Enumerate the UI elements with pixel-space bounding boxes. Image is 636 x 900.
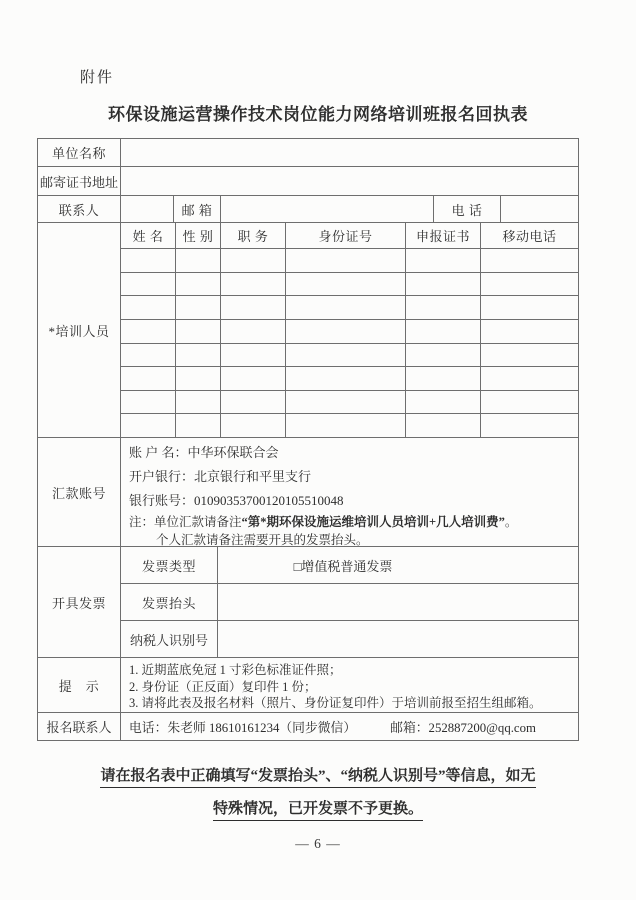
cell-id-number bbox=[286, 367, 406, 391]
remittance-note-line1 bbox=[129, 513, 517, 531]
trainee-empty-row bbox=[121, 296, 579, 320]
contact-email-text: 邮箱：252887200@qq.com bbox=[390, 721, 536, 735]
cell-position bbox=[221, 320, 286, 344]
cell-position bbox=[221, 414, 286, 438]
invoice-notice bbox=[0, 752, 636, 818]
cell-mobile bbox=[481, 273, 579, 297]
cell-gender bbox=[176, 249, 221, 273]
taxpayer-id-row bbox=[121, 621, 579, 658]
tips-content bbox=[121, 658, 579, 713]
cell-certificate bbox=[406, 367, 481, 391]
remittance-section bbox=[38, 438, 579, 547]
tip-line-2: 2. 身份证（正反面）复印件 1 份； bbox=[129, 679, 317, 694]
invoice-type-label: 发票类型 bbox=[121, 547, 218, 584]
col-header-name: 姓 名 bbox=[121, 223, 176, 249]
registration-form-table bbox=[37, 138, 579, 741]
cell-id-number bbox=[286, 344, 406, 368]
cell-position bbox=[221, 367, 286, 391]
cell-id-number bbox=[286, 391, 406, 415]
bank-line: 开户银行：北京银行和平里支行 bbox=[129, 469, 312, 484]
note-prefix: 注：单位汇款请备注 bbox=[129, 515, 242, 529]
cell-certificate bbox=[406, 344, 481, 368]
cell-name bbox=[121, 296, 176, 320]
trainees-label: *培训人员 bbox=[38, 223, 121, 438]
remittance-label: 汇款账号 bbox=[38, 438, 121, 547]
trainees-section bbox=[38, 223, 579, 438]
trainees-grid bbox=[121, 223, 579, 438]
trainee-empty-row bbox=[121, 273, 579, 297]
cell-mobile bbox=[481, 391, 579, 415]
cell-name bbox=[121, 344, 176, 368]
contact-person-label: 联系人 bbox=[38, 196, 121, 223]
taxpayer-id-field bbox=[218, 621, 579, 658]
invoice-title-field bbox=[218, 584, 579, 621]
cell-gender bbox=[176, 414, 221, 438]
page-title: 环保设施运营操作技术岗位能力网络培训班报名回执表 bbox=[108, 105, 528, 124]
cell-gender bbox=[176, 367, 221, 391]
cell-name bbox=[121, 249, 176, 273]
invoice-title-label: 发票抬头 bbox=[121, 584, 218, 621]
cell-id-number bbox=[286, 296, 406, 320]
trainee-empty-row bbox=[121, 320, 579, 344]
taxpayer-id-label: 纳税人识别号 bbox=[121, 621, 218, 658]
invoice-section bbox=[38, 547, 579, 658]
contact-person-field bbox=[121, 196, 174, 223]
cell-name bbox=[121, 414, 176, 438]
unit-name-row bbox=[38, 139, 579, 167]
cell-mobile bbox=[481, 320, 579, 344]
registration-contact-info bbox=[121, 713, 579, 741]
cell-certificate bbox=[406, 273, 481, 297]
remittance-note-line2: 个人汇款请备注需要开具的发票抬头。 bbox=[156, 533, 369, 547]
cell-mobile bbox=[481, 344, 579, 368]
registration-contact-row bbox=[38, 713, 579, 741]
invoice-grid bbox=[121, 547, 579, 658]
cell-gender bbox=[176, 296, 221, 320]
col-header-gender: 性 别 bbox=[176, 223, 221, 249]
cell-position bbox=[221, 273, 286, 297]
cell-name bbox=[121, 273, 176, 297]
trainee-empty-row bbox=[121, 344, 579, 368]
col-header-mobile: 移动电话 bbox=[481, 223, 579, 249]
col-header-position: 职 务 bbox=[221, 223, 286, 249]
contact-email-label: 邮 箱 bbox=[174, 196, 221, 223]
remittance-details bbox=[121, 438, 579, 547]
col-header-certificate: 申报证书 bbox=[406, 223, 481, 249]
cell-name bbox=[121, 391, 176, 415]
cell-mobile bbox=[481, 249, 579, 273]
mail-address-row bbox=[38, 167, 579, 196]
cell-id-number bbox=[286, 249, 406, 273]
invoice-label: 开具发票 bbox=[38, 547, 121, 658]
tips-label: 提 示 bbox=[38, 658, 121, 713]
col-header-id-number: 身份证号 bbox=[286, 223, 406, 249]
cell-gender bbox=[176, 273, 221, 297]
cell-position bbox=[221, 391, 286, 415]
vat-checkbox-option: □增值税普通发票 bbox=[293, 558, 393, 574]
account-name-line: 账 户 名：中华环保联合会 bbox=[129, 445, 279, 460]
note-bold-part: “第*期环保设施运维培训人员培训+几人培训费” bbox=[241, 515, 505, 529]
notice-line-2: 特殊情况，已开发票不予更换。 bbox=[0, 797, 636, 818]
cell-name bbox=[121, 320, 176, 344]
cell-name bbox=[121, 367, 176, 391]
trainee-empty-row bbox=[121, 414, 579, 438]
cell-certificate bbox=[406, 320, 481, 344]
cell-id-number bbox=[286, 273, 406, 297]
notice-line-1: 请在报名表中正确填写“发票抬头”、“纳税人识别号”等信息，如无 bbox=[0, 764, 636, 785]
mail-address-field bbox=[121, 167, 579, 196]
cell-mobile bbox=[481, 296, 579, 320]
note-suffix: 。 bbox=[504, 515, 518, 529]
cell-certificate bbox=[406, 414, 481, 438]
invoice-type-value bbox=[218, 547, 579, 584]
unit-name-field bbox=[121, 139, 579, 167]
page-number: — 6 — bbox=[295, 836, 341, 851]
cell-certificate bbox=[406, 249, 481, 273]
cell-position bbox=[221, 249, 286, 273]
invoice-title-row bbox=[121, 584, 579, 621]
invoice-type-row bbox=[121, 547, 579, 584]
contact-person-row bbox=[38, 196, 579, 223]
contact-phone-text: 电话：朱老师 18610161234（同步微信） bbox=[129, 721, 357, 735]
unit-name-label: 单位名称 bbox=[38, 139, 121, 167]
cell-certificate bbox=[406, 296, 481, 320]
cell-id-number bbox=[286, 414, 406, 438]
cell-gender bbox=[176, 320, 221, 344]
attachment-label: 附件 bbox=[80, 70, 115, 86]
registration-contact-label: 报名联系人 bbox=[38, 713, 121, 741]
cell-position bbox=[221, 296, 286, 320]
mail-address-label: 邮寄证书地址 bbox=[38, 167, 121, 196]
contact-phone-label: 电 话 bbox=[434, 196, 501, 223]
cell-gender bbox=[176, 344, 221, 368]
trainee-empty-row bbox=[121, 249, 579, 273]
trainee-empty-row bbox=[121, 367, 579, 391]
contact-phone-field bbox=[501, 196, 579, 223]
tips-section bbox=[38, 658, 579, 713]
contact-email-field bbox=[221, 196, 434, 223]
cell-position bbox=[221, 344, 286, 368]
account-number-line: 银行账号：01090353700120105510048 bbox=[129, 493, 344, 508]
tip-line-1: 1. 近期蓝底免冠 1 寸彩色标准证件照； bbox=[129, 663, 342, 677]
cell-mobile bbox=[481, 414, 579, 438]
cell-id-number bbox=[286, 320, 406, 344]
trainee-empty-row bbox=[121, 391, 579, 415]
cell-gender bbox=[176, 391, 221, 415]
trainees-header-row bbox=[121, 223, 579, 249]
tip-line-3: 3. 请将此表及报名材料（照片、身份证复印件）于培训前报至招生组邮箱。 bbox=[129, 696, 542, 710]
cell-mobile bbox=[481, 367, 579, 391]
cell-certificate bbox=[406, 391, 481, 415]
